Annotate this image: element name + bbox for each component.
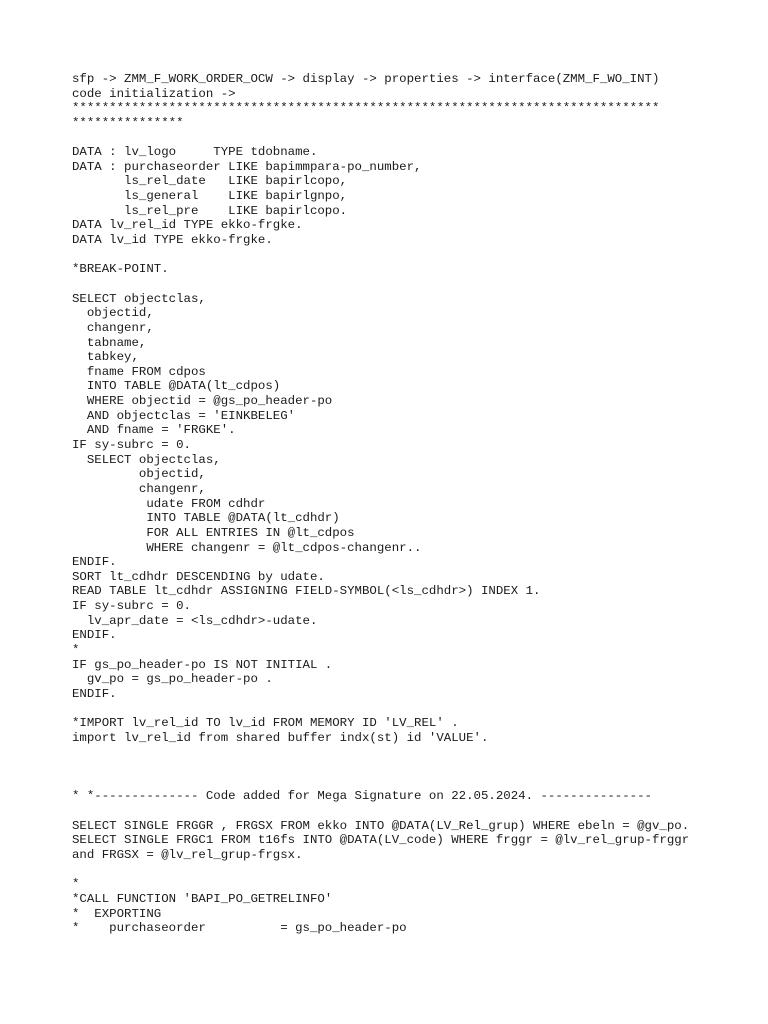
code-line (72, 277, 732, 292)
code-line: ls_rel_date LIKE bapirlcopo, (72, 174, 348, 189)
code-line: code initialization -> (72, 86, 236, 101)
code-line (72, 775, 732, 790)
code-line: ******************************************************************************* (72, 101, 660, 116)
code-line: *IMPORT lv_rel_id TO lv_id FROM MEMORY ID 'LV_REL' . (72, 716, 459, 731)
code-line: * *-------------- Code added for Mega Signature on 22.05.2024. --------------- (72, 789, 652, 804)
code-line: FOR ALL ENTRIES IN @lt_cdpos (72, 525, 355, 540)
code-line: changenr, (72, 481, 206, 496)
code-line (72, 248, 732, 263)
code-line: DATA lv_id TYPE ekko-frgke. (72, 233, 273, 248)
abap-code-listing (72, 72, 732, 936)
code-line: INTO TABLE @DATA(lt_cdhdr) (72, 511, 340, 526)
code-line: changenr, (72, 320, 154, 335)
code-line: DATA : purchaseorder LIKE bapimmpara-po_number, (72, 159, 422, 174)
code-line: ENDIF. (72, 555, 117, 570)
code-line (72, 745, 732, 760)
code-line: SORT lt_cdhdr DESCENDING by udate. (72, 569, 325, 584)
code-line: ENDIF. (72, 628, 117, 643)
code-line: * purchaseorder = gs_po_header-po (72, 921, 407, 936)
code-line: *CALL FUNCTION 'BAPI_PO_GETRELINFO' (72, 891, 333, 906)
code-line: SELECT objectclas, (72, 452, 221, 467)
code-line: SELECT SINGLE FRGC1 FROM t16fs INTO @DATA(LV_code) WHERE frggr = @lv_rel_grup-frggr (72, 833, 690, 848)
code-line: ENDIF. (72, 686, 117, 701)
code-line: *************** (72, 115, 184, 130)
code-line: import lv_rel_id from shared buffer indx(st) id 'VALUE'. (72, 730, 489, 745)
code-line: SELECT SINGLE FRGGR , FRGSX FROM ekko INTO @DATA(LV_Rel_grup) WHERE ebeln = @gv_po. (72, 818, 690, 833)
code-line: ls_rel_pre LIKE bapirlcopo. (72, 203, 348, 218)
code-line: and FRGSX = @lv_rel_grup-frgsx. (72, 847, 303, 862)
code-line: WHERE objectid = @gs_po_header-po (72, 394, 333, 409)
code-line: lv_apr_date = <ls_cdhdr>-udate. (72, 613, 318, 628)
code-line: SELECT objectclas, (72, 291, 206, 306)
code-line: sfp -> ZMM_F_WORK_ORDER_OCW -> display -> properties -> interface(ZMM_F_WO_INT) (72, 72, 660, 86)
code-line: fname FROM cdpos (72, 364, 206, 379)
code-line: IF gs_po_header-po IS NOT INITIAL . (72, 657, 333, 672)
code-line: tabname, (72, 335, 147, 350)
code-line: objectid, (72, 306, 154, 321)
code-line: AND objectclas = 'EINKBELEG' (72, 408, 296, 423)
code-line: DATA lv_rel_id TYPE ekko-frgke. (72, 218, 303, 233)
code-line: * (72, 642, 80, 657)
code-line (72, 702, 732, 717)
code-line: IF sy-subrc = 0. (72, 599, 191, 614)
code-line: READ TABLE lt_cdhdr ASSIGNING FIELD-SYMBOL(<ls_cdhdr>) INDEX 1. (72, 584, 541, 599)
code-line: objectid, (72, 467, 206, 482)
code-line: INTO TABLE @DATA(lt_cdpos) (72, 379, 281, 394)
code-line: * (72, 877, 80, 892)
code-line: IF sy-subrc = 0. (72, 438, 191, 453)
code-line: tabkey, (72, 350, 139, 365)
document-page (72, 72, 732, 936)
code-line: gv_po = gs_po_header-po . (72, 672, 273, 687)
code-line (72, 760, 732, 775)
code-line: * EXPORTING (72, 906, 162, 921)
code-line: AND fname = 'FRGKE'. (72, 423, 236, 438)
code-line (72, 804, 732, 819)
code-line (72, 863, 732, 878)
code-line: *BREAK-POINT. (72, 262, 169, 277)
code-line: ls_general LIKE bapirlgnpo, (72, 189, 348, 204)
code-line: udate FROM cdhdr (72, 496, 266, 511)
code-line (72, 131, 732, 146)
code-line: WHERE changenr = @lt_cdpos-changenr.. (72, 540, 422, 555)
code-line: DATA : lv_logo TYPE tdobname. (72, 145, 318, 160)
